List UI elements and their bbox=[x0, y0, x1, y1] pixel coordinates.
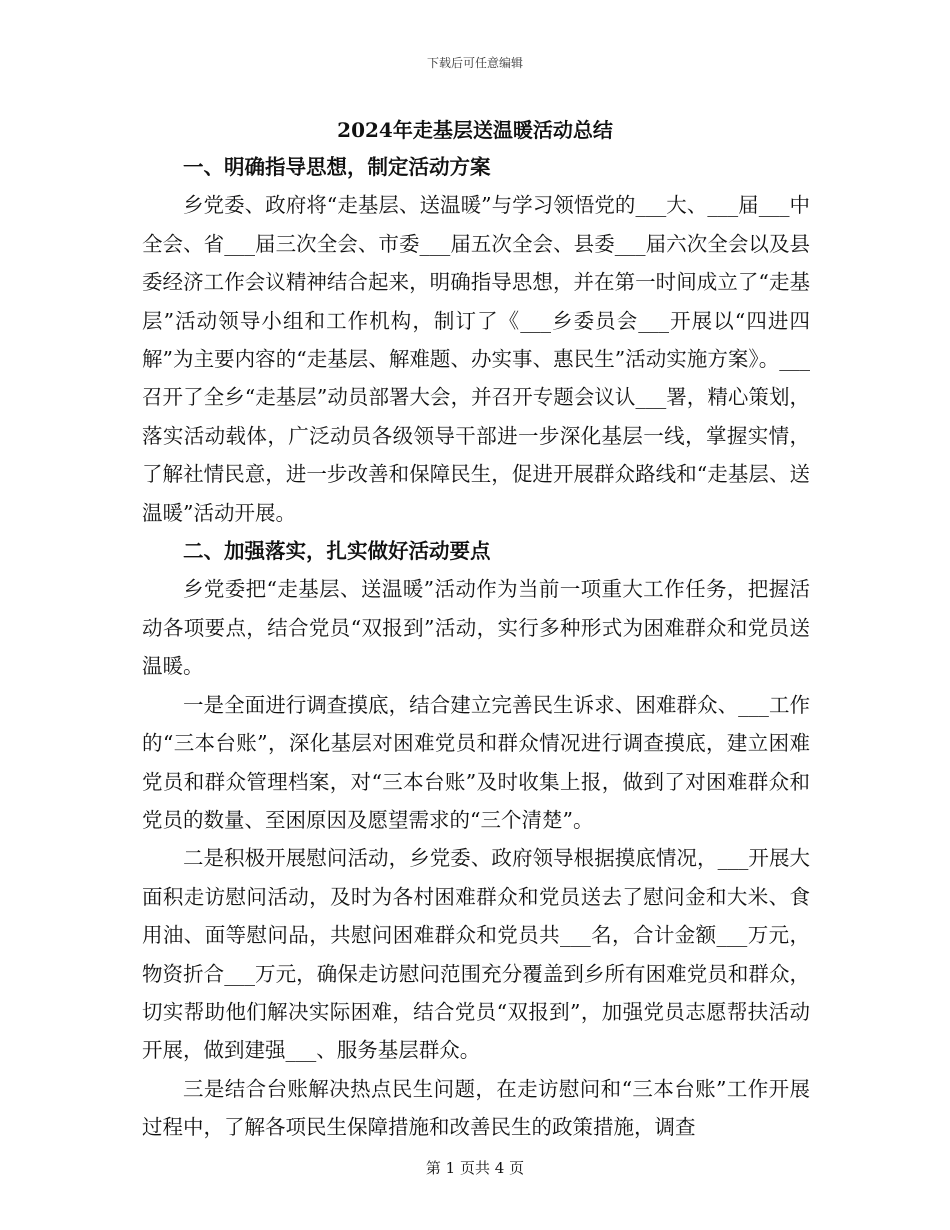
paragraph: 乡党委、政府将“走基层、送温暖”与学习领悟党的___大、___届___中全会、省___届三次全会、市委___届五次全会、县委___届六次全会以及县委经济工作会议精神结合起来，明确指导思想，并在第一时间成立了“走基层”活动领导小组和工作机构，制订了《___乡委员会___开展以“四进四解”为主要内容的“走基层、解难题、办实事、惠民生”活动实施方案》。___召开了全乡“走基层”动员部署大会，并召开专题会议认___署，精心策划，落实活动载体，广泛动员各级领导干部进一步深化基层一线，掌握实情，了解社情民意，进一步改善和保障民生，促进开展群众路线和“走基层、送温暖”活动开展。 bbox=[142, 193, 810, 525]
paragraph: 一是全面进行调查摸底，结合建立完善民生诉求、困难群众、___工作的“三本台账”，深化基层对困难党员和群众情况进行调查摸底，建立困难党员和群众管理档案，对“三本台账”及时收集上报，做到了对困难群众和党员的数量、至困原因及愿望需求的“三个清楚”。 bbox=[142, 692, 810, 832]
section-heading-1: 一、明确指导思想，制定活动方案 bbox=[183, 155, 491, 179]
section-heading-2: 二、加强落实，扎实做好活动要点 bbox=[183, 539, 491, 564]
document-body bbox=[142, 148, 810, 1147]
paragraph: 二是积极开展慰问活动，乡党委、政府领导根据摸底情况，___开展大面积走访慰问活动，及时为各村困难群众和党员送去了慰问金和大米、食用油、面等慰问品，共慰问困难群众和党员共___名，合计金额___万元，物资折合___万元，确保走访慰问范围充分覆盖到乡所有困难党员和群众，切实帮助他们解决实际困难，结合党员“双报到”，加强党员志愿帮扶活动开展，做到建强___、服务基层群众。 bbox=[142, 846, 810, 1063]
document-title: 2024年走基层送温暖活动总结 bbox=[337, 118, 613, 142]
paragraph: 乡党委把“走基层、送温暖”活动作为当前一项重大工作任务，把握活动各项要点，结合党员“双报到”活动，实行多种形式为困难群众和党员送温暖。 bbox=[142, 577, 810, 679]
page-footer: 第 1 页共 4 页 bbox=[425, 1159, 525, 1177]
header-note: 下载后可任意编辑 bbox=[426, 56, 523, 70]
paragraph: 三是结合台账解决热点民生问题，在走访慰问和“三本台账”工作开展过程中，了解各项民生保障措施和改善民生的政策措施，调查 bbox=[142, 1076, 810, 1140]
